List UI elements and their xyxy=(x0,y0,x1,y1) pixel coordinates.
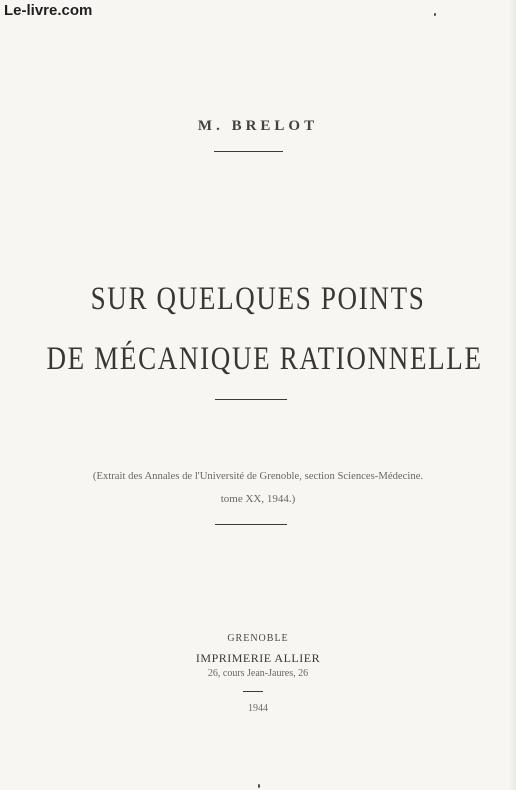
divider-rule xyxy=(214,151,283,152)
author-name: M. BRELOT xyxy=(197,118,319,134)
publisher-address: 26, cours Jean-Jaures, 26 xyxy=(207,668,309,679)
publication-year: 1944 xyxy=(248,703,268,714)
divider-rule xyxy=(215,524,287,525)
divider-rule xyxy=(243,691,263,692)
paper-speck xyxy=(434,13,436,16)
publisher-city: GRENOBLE xyxy=(227,633,289,644)
divider-rule xyxy=(215,399,287,400)
extract-note-line-1: (Extrait des Annales de l'Université de Grenoble, section Sciences-Médecine. xyxy=(92,470,424,482)
watermark-text: Le-livre.com xyxy=(4,2,93,19)
title-line-2: DE MÉCANIQUE RATIONNELLE xyxy=(46,341,483,377)
paper-speck xyxy=(258,784,260,788)
extract-note-line-2: tome XX, 1944.) xyxy=(220,493,296,505)
publisher-printer: IMPRIMERIE ALLIER xyxy=(195,651,321,665)
title-line-1: SUR QUELQUES POINTS xyxy=(90,281,426,317)
